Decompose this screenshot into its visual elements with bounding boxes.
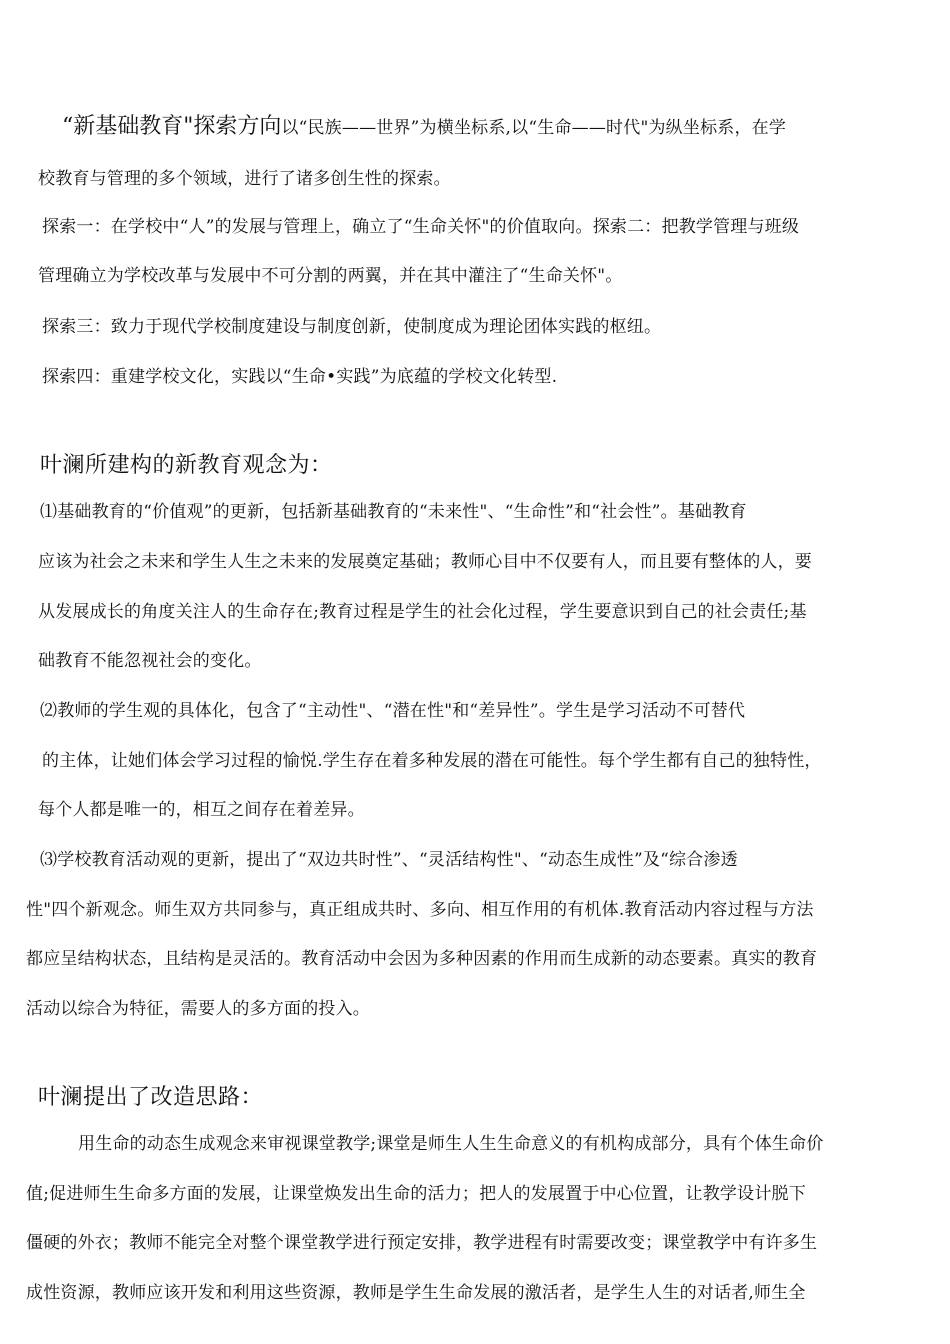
intro-line-1-rest: 以“民族——世界”为横坐标系,以“生命——时代"为纵坐标系，在学 xyxy=(281,118,787,138)
section1-line: ⑴基础教育的“价值观”的更新，包括新基础教育的“未来性"、“生命性”和“社会性”。基础教育 xyxy=(40,502,747,522)
section2-line: 僵硬的外衣；教师不能完全对整个课堂教学进行预定安排，教学进程有时需要改变；课堂教学中有许多生 xyxy=(26,1233,818,1253)
section2-line: 值;促进师生生命多方面的发展，让课堂焕发出生命的活力；把人的发展置于中心位置，让教学设计脱下 xyxy=(26,1184,806,1204)
section1-line: 应该为社会之未来和学生人生之未来的发展奠定基础；教师心目中不仅要有人，而且要有整体的人，要 xyxy=(38,552,812,572)
section1-line: ⑶学校教育活动观的更新，提出了“双边共时性”、“灵活结构性"、“动态生成性”及“综合渗透 xyxy=(40,850,738,870)
section1-line: 性"四个新观念。师生双方共同参与，真正组成共时、多向、相互作用的有机体.教育活动内容过程与方法 xyxy=(26,900,814,920)
section1-line: 活动以综合为特征，需要人的多方面的投入。 xyxy=(26,999,370,1019)
exploration-line-1: 探索一：在学校中“人”的发展与管理上，确立了“生命关怀"的价值取向。探索二：把教学管理与班级 xyxy=(42,217,800,237)
section1-line: 的主体，让她们体会学习过程的愉悦.学生存在着多种发展的潜在可能性。每个学生都有自己的独特性， xyxy=(42,751,822,771)
section1-heading: 叶澜所建构的新教育观念为： xyxy=(40,453,333,478)
exploration-line-2: 管理确立为学校改革与发展中不可分割的两翼，并在其中灌注了“生命关怀"。 xyxy=(38,266,623,286)
intro-line-1 xyxy=(62,112,786,143)
section2-line: 用生命的动态生成观念来审视课堂教学;课堂是师生人生生命意义的有机构成部分，具有个体生命价 xyxy=(78,1134,824,1154)
section1-line: 都应呈结构状态，且结构是灵活的。教育活动中会因为多种因素的作用而生成新的动态要素。真实的教育 xyxy=(26,949,818,969)
intro-lead-title: “新基础教育"探索方向 xyxy=(62,114,282,139)
section1-line: 础教育不能忽视社会的变化。 xyxy=(38,651,262,671)
section1-line: 从发展成长的角度关注人的生命存在;教育过程是学生的社会化过程，学生要意识到自己的社会责任;基 xyxy=(38,602,807,622)
exploration-line-3: 探索三：致力于现代学校制度建设与制度创新，使制度成为理论团体实践的枢纽。 xyxy=(42,317,662,337)
section1-line: 每个人都是唯一的，相互之间存在着差异。 xyxy=(38,800,365,820)
exploration-line-4: 探索四：重建学校文化，实践以“生命•实践”为底蕴的学校文化转型. xyxy=(42,367,558,387)
section1-line: ⑵教师的学生观的具体化，包含了“主动性"、“潜在性"和“差异性”。学生是学习活动不可替代 xyxy=(40,701,746,721)
intro-line-2: 校教育与管理的多个领域，进行了诸多创生性的探索。 xyxy=(38,169,451,189)
section2-line: 成性资源，教师应该开发和利用这些资源，教师是学生生命发展的激活者，是学生人生的对话者,师生全 xyxy=(26,1283,806,1303)
section2-heading: 叶澜提出了改造思路： xyxy=(38,1085,264,1110)
